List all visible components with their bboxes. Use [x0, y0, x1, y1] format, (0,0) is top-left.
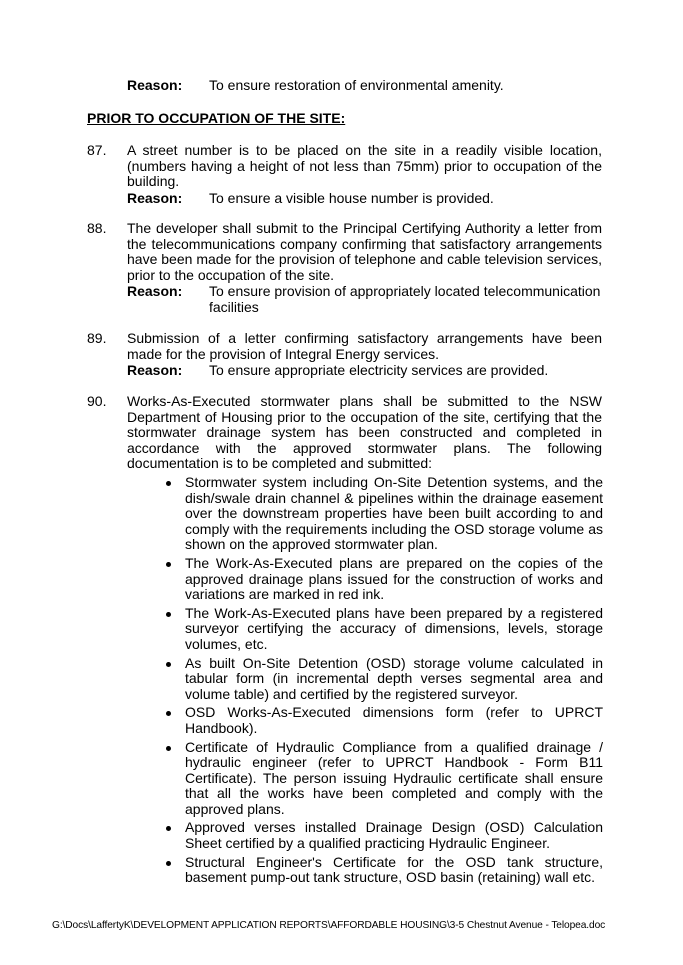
condition-body: [127, 331, 602, 379]
bullet-icon: [166, 662, 171, 667]
condition-body: [127, 143, 602, 206]
condition-body: [127, 394, 602, 472]
condition-reason: [127, 284, 602, 315]
top-reason-text: To ensure restoration of environmental amenity.: [209, 77, 504, 93]
condition-reason: [127, 191, 602, 207]
bullet-icon: [166, 711, 171, 716]
list-item: The Work-As-Executed plans have been prepared by a registered surveyor certifying the accuracy of dimensions, levels, storage volumes, etc.: [163, 606, 603, 653]
condition-number: 87.: [87, 142, 107, 158]
reason-label: Reason:: [127, 283, 183, 300]
bullet-icon: [166, 562, 171, 567]
condition-reason: [127, 363, 602, 379]
list-item: Stormwater system including On-Site Detention systems, and the dish/swale drain channel & pipelines within the drainage easement over the downstream properties have been built according to and comply with the requirements including the OSD storage volume as shown on the approved stormwater plan.: [163, 475, 603, 553]
list-item: The Work-As-Executed plans are prepared on the copies of the approved drainage plans issued for the construction of works and variations are marked in red ink.: [163, 556, 603, 603]
bullet-icon: [166, 861, 171, 866]
condition-number: 88.: [87, 220, 107, 236]
file-path-footer: G:\Docs\LaffertyK\DEVELOPMENT APPLICATION REPORTS\AFFORDABLE HOUSING\3-5 Chestnut Avenue - Telopea.doc: [52, 920, 606, 931]
condition-number: 89.: [87, 330, 107, 346]
reason-label: Reason:: [127, 362, 183, 379]
reason-text: To ensure a visible house number is provided.: [209, 189, 494, 206]
condition-number: 90.: [87, 393, 107, 409]
condition-text: Works-As-Executed stormwater plans shall be submitted to the NSW Department of Housing prior to the occupation of the site, certifying that the stormwater drainage system has been constructed and completed in accordance with the approved stormwater plans. The following documentation is to be completed and submitted:: [127, 393, 602, 472]
bullet-icon: [166, 826, 171, 831]
condition-text: A street number is to be placed on the site in a readily visible location, (numbers having a height of not less than 75mm) prior to occupation of the building.: [127, 142, 602, 190]
condition-body: [127, 221, 602, 316]
section-heading: PRIOR TO OCCUPATION OF THE SITE:: [87, 110, 346, 126]
top-reason-row: [127, 77, 504, 93]
list-item: Structural Engineer's Certificate for the OSD tank structure, basement pump-out tank structure, OSD basin (retaining) wall etc.: [163, 855, 603, 886]
condition-text: Submission of a letter confirming satisfactory arrangements have been made for the provision of Integral Energy services.: [127, 330, 602, 362]
reason-text: To ensure appropriate electricity services are provided.: [209, 362, 549, 379]
list-item: OSD Works-As-Executed dimensions form (refer to UPRCT Handbook).: [163, 705, 603, 736]
list-item: Approved verses installed Drainage Design (OSD) Calculation Sheet certified by a qualified practicing Hydraulic Engineer.: [163, 820, 603, 851]
top-reason-label: Reason:: [127, 77, 183, 93]
list-item: As built On-Site Detention (OSD) storage volume calculated in tabular form (in incremental depth verses segmental area and volume table) and certified by the registered surveyor.: [163, 656, 603, 703]
documentation-list: [163, 475, 603, 889]
reason-label: Reason:: [127, 189, 183, 206]
bullet-icon: [166, 481, 171, 486]
bullet-icon: [166, 746, 171, 751]
list-item: Certificate of Hydraulic Compliance from a qualified drainage / hydraulic engineer (refer to UPRCT Handbook - Form B11 Certificate). The person issuing Hydraulic certificate shall ensure that all the works have been completed and comply with the approved plans.: [163, 740, 603, 818]
bullet-icon: [166, 612, 171, 617]
reason-text: To ensure provision of appropriately located telecommunication facilities: [209, 283, 601, 315]
condition-text: The developer shall submit to the Principal Certifying Authority a letter from the telecommunications company confirming that satisfactory arrangements have been made for the provision of telephone and cable television services, prior to the occupation of the site.: [127, 220, 602, 283]
